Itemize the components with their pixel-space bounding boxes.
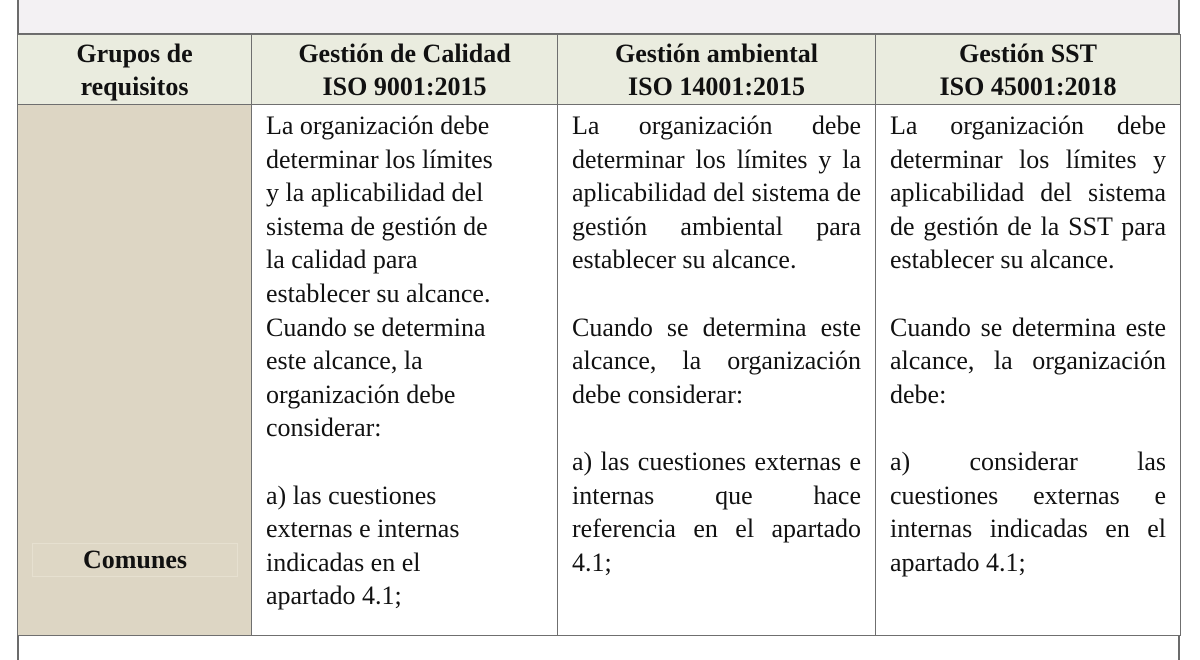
header-line: Gestión SST [959, 39, 1097, 68]
header-iso-9001 [252, 35, 558, 105]
title-band [17, 0, 1180, 35]
header-requirement-groups [18, 35, 252, 105]
text-line: La organización debe [266, 111, 490, 140]
header-row [18, 35, 1181, 105]
iso-14001-item-a: a) las cuestiones externas e internas que hace referencia en el apartado 4.1; [572, 446, 861, 577]
text-line: este alcance, la [266, 346, 423, 376]
iso-9001-item-a [266, 479, 543, 613]
table-row [18, 105, 1181, 636]
iso-14001-cell [558, 105, 876, 636]
iso-14001-paragraph-2: Cuando se determina este alcance, la organización debe considerar: [572, 312, 861, 409]
header-line: ISO 9001:2015 [322, 72, 487, 101]
text-line: indicadas en el [266, 547, 421, 577]
text-line: apartado 4.1; [266, 581, 402, 611]
group-cell [18, 105, 252, 636]
iso-45001-cell [876, 105, 1181, 636]
text-line: organización debe [266, 379, 456, 409]
header-line: ISO 45001:2018 [939, 72, 1117, 101]
group-label: Comunes [32, 543, 238, 577]
text-line: externas e internas [266, 514, 460, 544]
iso-9001-intro [266, 109, 543, 445]
header-iso-14001 [558, 35, 876, 105]
text-line: la calidad para [266, 245, 418, 275]
header-line: Gestión ambiental [615, 39, 818, 68]
text-line: sistema de gestión de [266, 211, 488, 241]
text-line: a) las cuestiones [266, 480, 437, 510]
header-line: Grupos de [76, 39, 193, 68]
text-line: considerar: [266, 413, 382, 443]
text-line: determinar los límites [266, 144, 493, 174]
requirements-comparison-table [17, 34, 1181, 636]
header-iso-45001 [876, 35, 1181, 105]
iso-45001-paragraph-1: La organización debe determinar los límites y aplicabilidad del sistema de gestión de la SST para establecer su alcance. [890, 111, 1166, 275]
iso-14001-paragraph-1: La organización debe determinar los límites y la aplicabilidad del sistema de gestión ambiental para establecer su alcance. [572, 111, 861, 275]
iso-9001-cell [252, 105, 558, 636]
iso-45001-item-a: a) considerar las cuestiones externas e internas indicadas en el apartado 4.1; [890, 446, 1166, 577]
text-line: Cuando se determina [266, 312, 486, 342]
text-line: establecer su alcance. [266, 278, 491, 308]
header-line: Gestión de Calidad [298, 39, 511, 68]
header-line: requisitos [80, 72, 189, 101]
text-line: y la aplicabilidad del [266, 178, 484, 208]
header-line: ISO 14001:2015 [628, 72, 805, 101]
iso-45001-paragraph-2: Cuando se determina este alcance, la organización debe: [890, 312, 1166, 409]
